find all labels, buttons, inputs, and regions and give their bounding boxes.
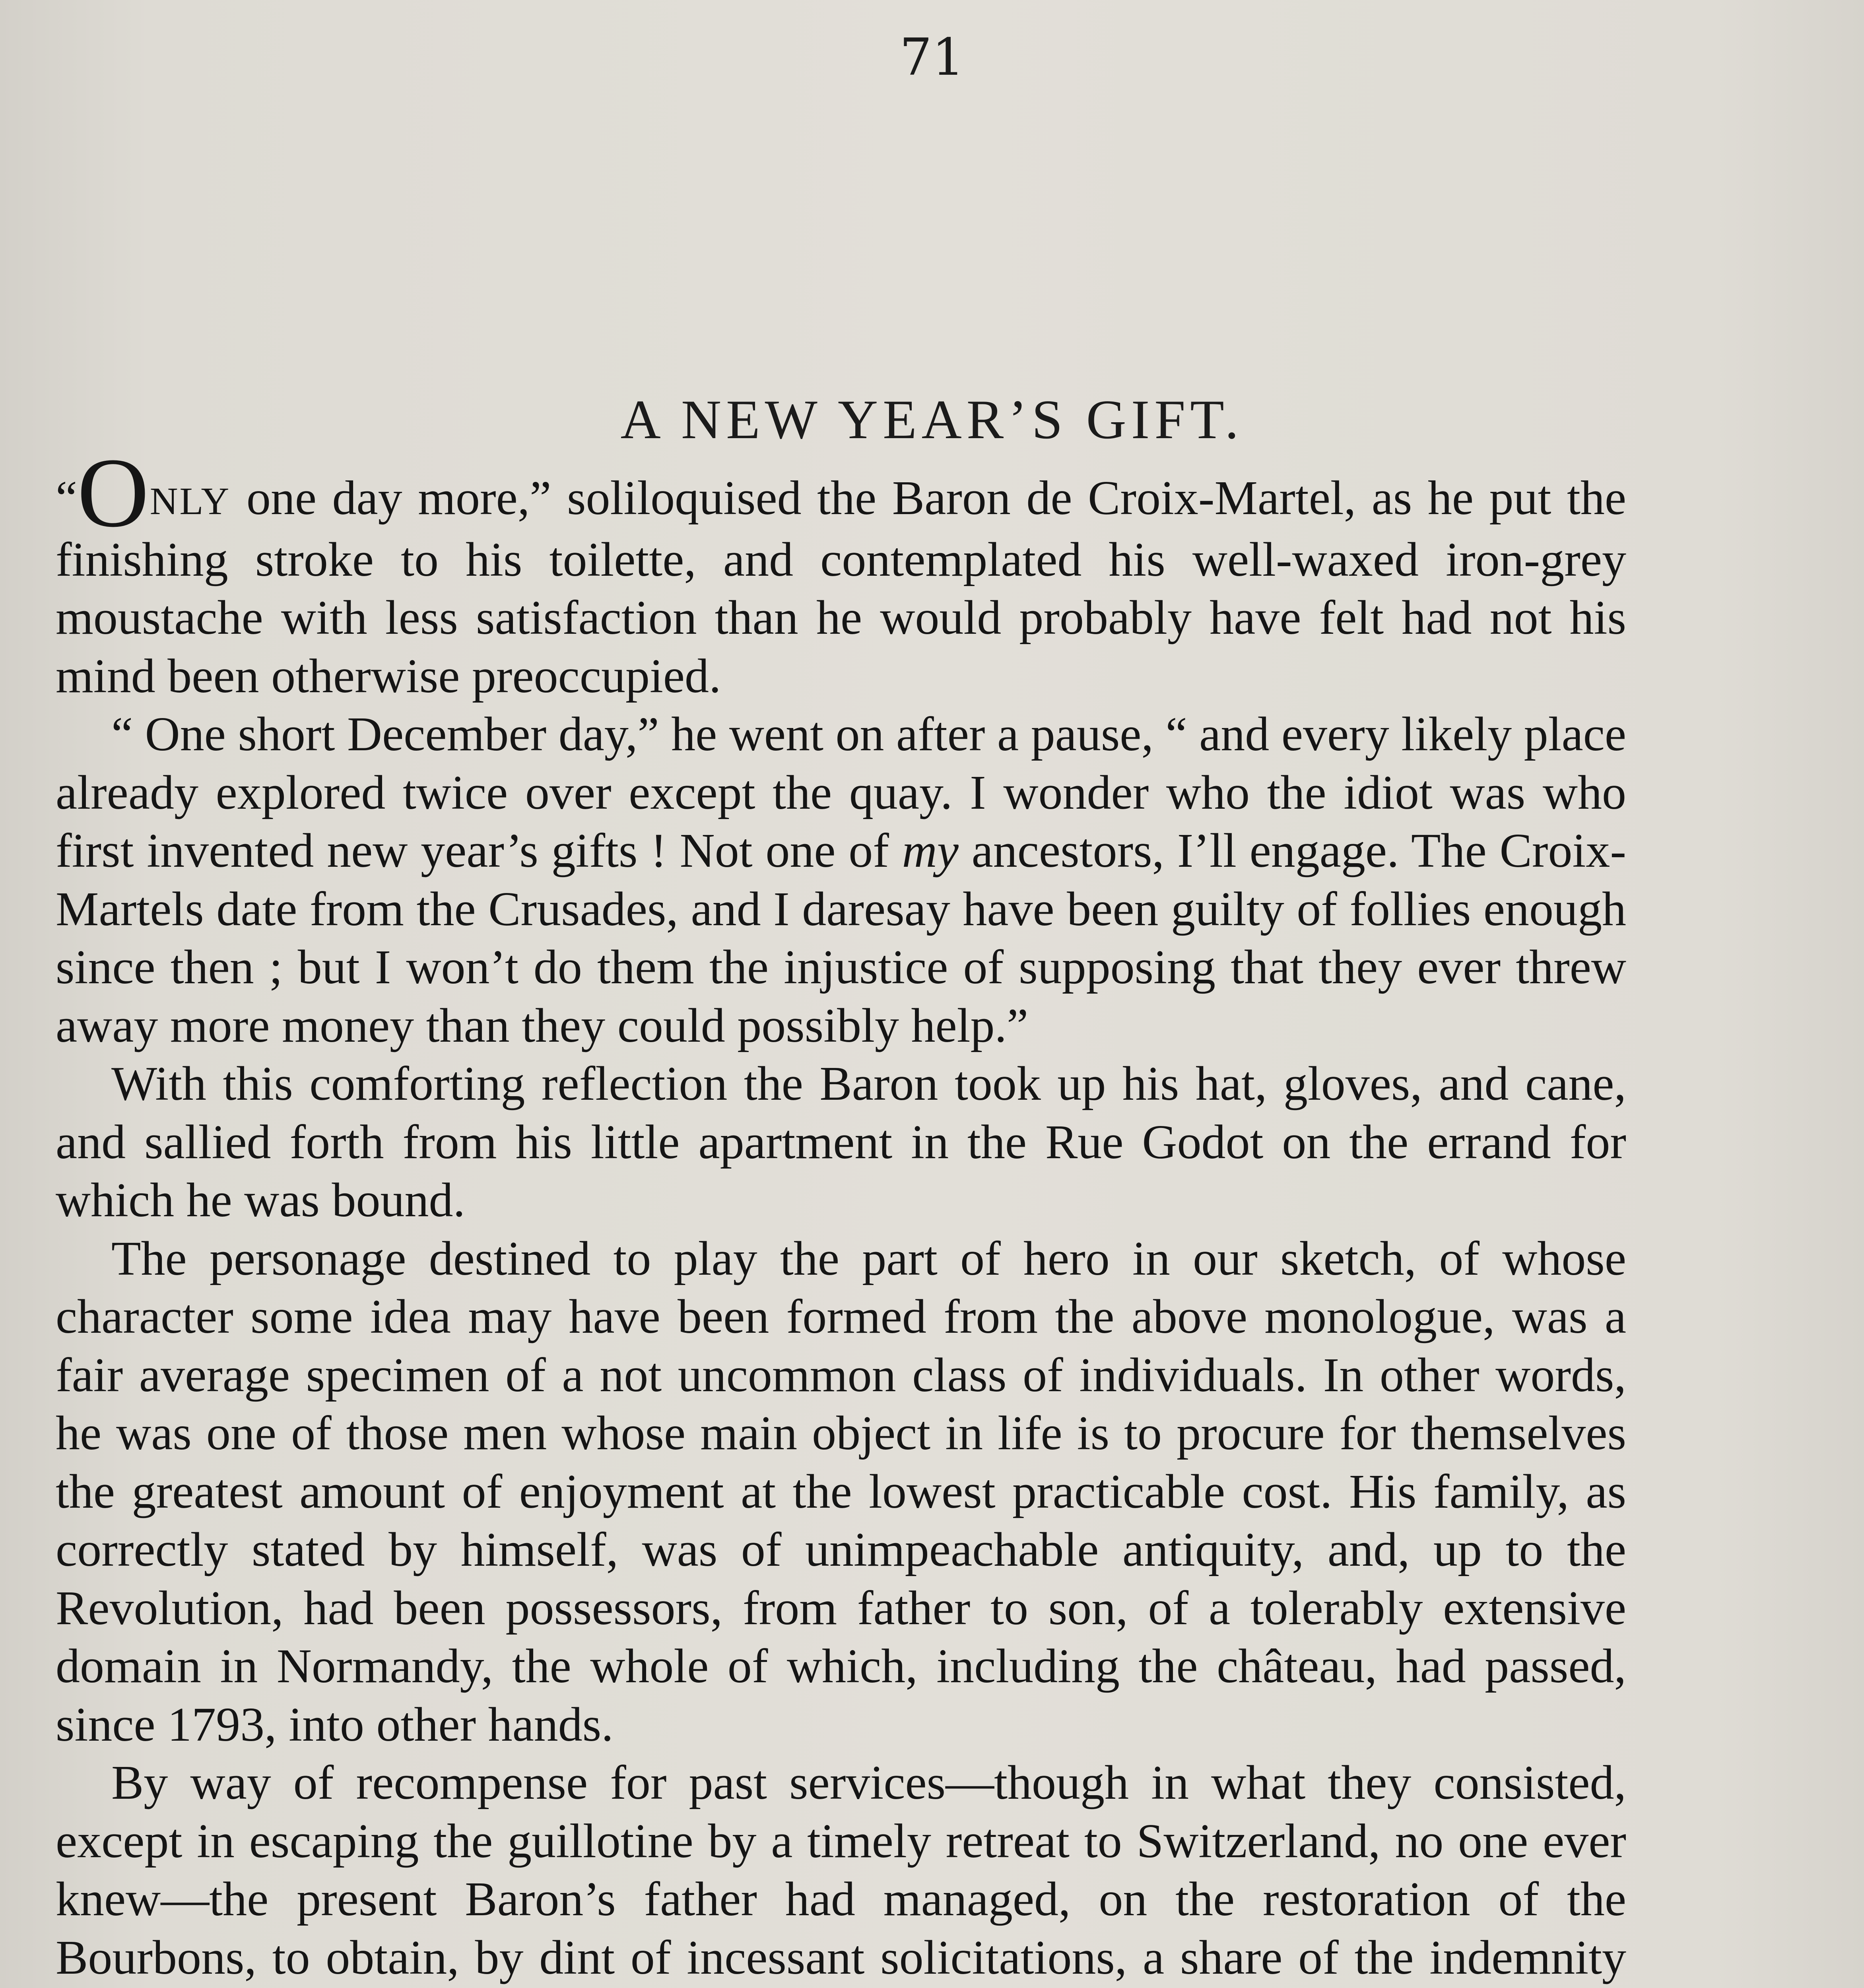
monologue-italic-word: my: [902, 824, 959, 878]
story-body: [56, 438, 1626, 1988]
opening-small-caps: NLY: [150, 480, 231, 523]
story-title: A NEW YEAR’S GIFT.: [620, 389, 1244, 450]
drop-cap-letter: O: [77, 438, 150, 548]
monologue-text-start: “ One short December day,” he went on after a pause, “ and every likely place already explored twice over except the quay. I wonder who the idiot was who first invented new year’s gifts ! Not one of: [56, 707, 1626, 878]
monologue-text-end: ancestors, I’ll engage. The Croix-Martels date from the Crusades, and I daresay have been guilty of follies enough since then ; but I won’t do them the injustice of supposing that they ever threw away more money than they could possibly help.”: [56, 824, 1626, 1052]
opening-quote-mark: “: [56, 471, 78, 525]
paragraph-opening: [56, 438, 1626, 705]
page-number: 71: [899, 28, 965, 87]
paragraph-monologue: [56, 705, 1626, 1055]
paragraph: By way of recompense for past services—though in what they consisted, except in escaping the guillotine by a timely retreat to Switzerland, no one ever knew—the present Baron’s father had managed, on the restoration of the Bourbons, to obtain, by dint of incessant solicitations, a share of the indemnity: [56, 1756, 1626, 1984]
opening-text: one day more,” soliloquised the Baron de Croix-Martel, as he put the finishing stroke to his toilette, and contemplated his well-waxed iron-grey moustache with less satisfaction than he would probably have felt had not his mind been otherwise preoccupied.: [56, 471, 1626, 703]
paragraph: With this comforting reflection the Baron took up his hat, gloves, and cane, and sallied forth from his little apartment in the Rue Godot on the errand for which he was bound.: [56, 1057, 1626, 1227]
paragraph: The personage destined to play the part of hero in our sketch, of whose character some idea may have been formed from the above monologue, was a fair average specimen of a not uncommon class of individuals. In other words, he was one of those men whose main object in life is to procure for themselves the greatest amount of enjoyment at the lowest practicable cost. His family, as correctly stated by himself, was of unimpeachable antiquity, and, up to the Revolution, had been possessors, from father to son, of a tolerably extensive domain in Normandy, the whole of which, including the château, had passed, since 1793, into other hands.: [56, 1231, 1626, 1751]
